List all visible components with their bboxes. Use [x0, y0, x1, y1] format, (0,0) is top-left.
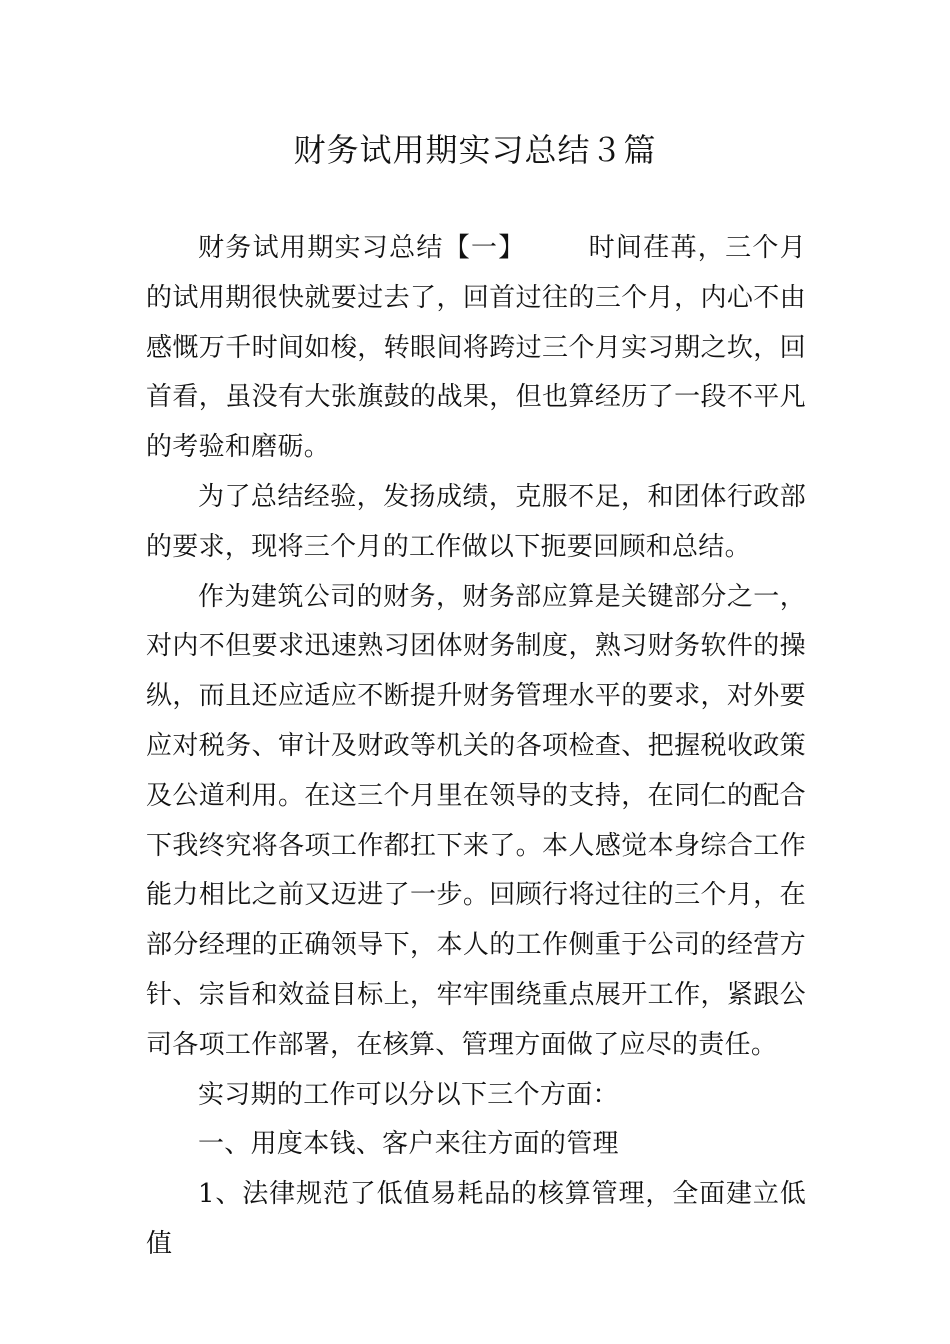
document-title: 财务试用期实习总结３篇: [293, 131, 657, 169]
paragraph-6: 1、法律规范了低值易耗品的核算管理，全面建立低值: [146, 1179, 806, 1259]
paragraph-3: 作为建筑公司的财务，财务部应算是关键部分之一，对内不但要求迅速熟习团体财务制度，熟习财务软件的操纵，而且还应适应不断提升财务管理水平的要求，对外要应对税务、审计及财政等机关的各项检查、把握税收政策及公道利用。在这三个月里在领导的支持，在同仁的配合下我终究将各项工作都扛下来了。本人感觉本身综合工作能力相比之前又迈进了一步。回顾行将过往的三个月，在部分经理的正确领导下，本人的工作侧重于公司的经营方针、宗旨和效益目标上，牢牢围绕重点展开工作，紧跟公司各项工作部署，在核算、管理方面做了应尽的责任。: [146, 581, 806, 1060]
paragraph-1-text: 时间荏苒，三个月的试用期很快就要过去了，回首过往的三个月，内心不由感慨万千时间如梭，转眼间将跨过三个月实习期之坎，回首看，虽没有大张旗鼓的战果，但也算经历了一段不平凡的考验和磨砺。: [146, 233, 806, 463]
paragraph-4: 实习期的工作可以分以下三个方面：: [198, 1079, 619, 1110]
paragraph-2: 为了总结经验，发扬成绩，克服不足，和团体行政部的要求，现将三个月的工作做以下扼要回顾和总结。: [146, 481, 806, 562]
paragraph-5: 一、用度本钱、客户来往方面的管理: [198, 1129, 619, 1160]
paragraph-1: [146, 224, 806, 473]
document-body: [146, 224, 806, 1270]
section-heading: 财务试用期实习总结【一】: [198, 233, 526, 263]
